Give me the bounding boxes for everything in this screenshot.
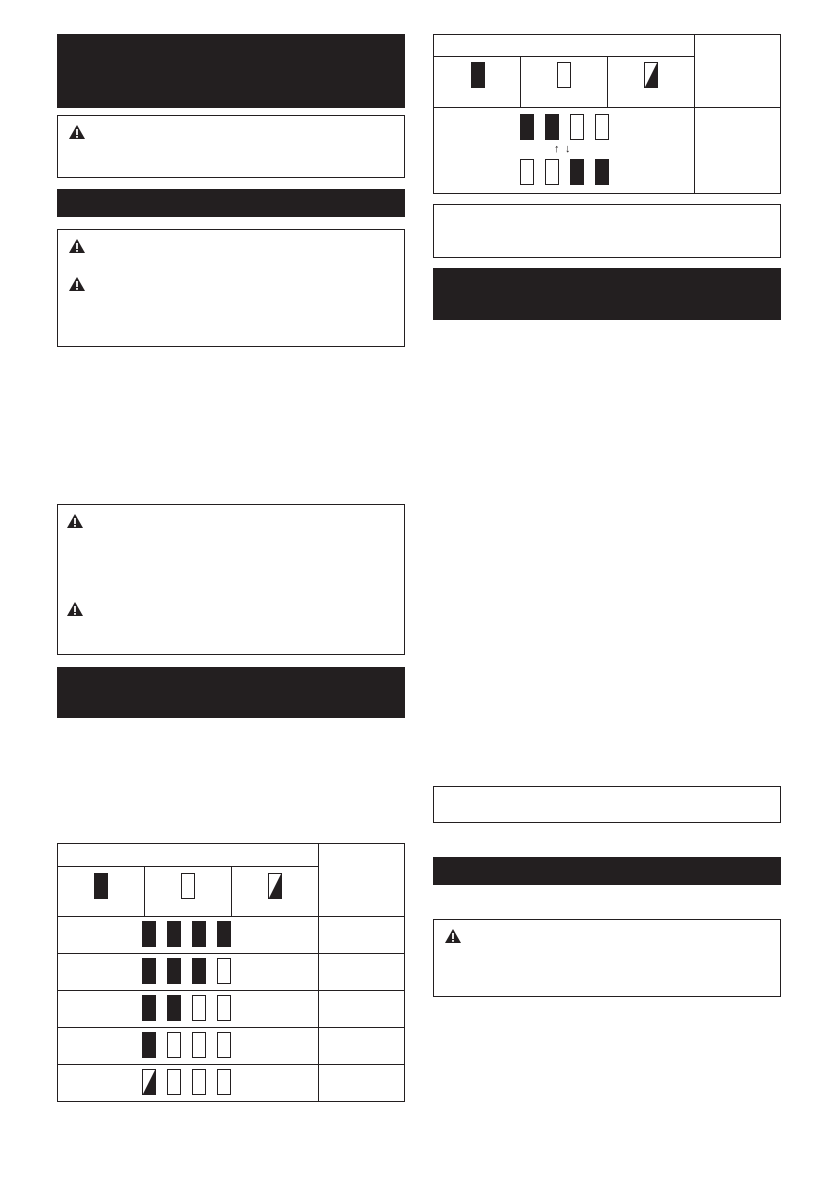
section-header-bar-5	[433, 857, 781, 885]
lamp-off-icon	[217, 1069, 231, 1095]
section-header-bar-2	[57, 189, 405, 217]
warning-triangle-icon	[68, 124, 86, 140]
lamp-off-icon	[595, 114, 609, 140]
lamp-off-icon	[217, 1032, 231, 1058]
lamp-blinking-icon	[268, 873, 282, 899]
lamp-lighted-icon	[545, 114, 559, 140]
lamp-off-icon	[167, 1069, 181, 1095]
warning-triangle-icon	[68, 276, 86, 292]
lamp-lighted-icon	[167, 921, 181, 947]
section-header-bar-4	[433, 268, 781, 320]
warning-box-3	[57, 504, 405, 655]
arrow-down-icon: ↓	[565, 143, 571, 155]
lamp-lighted-icon	[570, 159, 584, 185]
lamp-off-icon	[557, 62, 571, 88]
lamp-off-icon	[217, 995, 231, 1021]
battery-capacity-table	[57, 843, 405, 1102]
lamp-lighted-icon	[595, 159, 609, 185]
lamp-lighted-icon	[94, 873, 108, 899]
lamp-blinking-icon	[142, 1069, 156, 1095]
battery-status-table	[433, 34, 781, 194]
lamp-lighted-icon	[520, 114, 534, 140]
lamp-off-icon	[545, 159, 559, 185]
warning-triangle-icon	[68, 238, 86, 254]
lamp-lighted-icon	[192, 921, 206, 947]
lamp-off-icon	[181, 873, 195, 899]
lamp-off-icon	[217, 958, 231, 984]
lamp-lighted-icon	[471, 62, 485, 88]
lamp-off-icon	[192, 1069, 206, 1095]
warning-box-2	[57, 229, 405, 347]
warning-triangle-icon	[66, 601, 84, 617]
warning-box-1	[57, 115, 405, 178]
lamp-lighted-icon	[167, 995, 181, 1021]
note-box-1	[433, 204, 781, 258]
lamp-off-icon	[570, 114, 584, 140]
lamp-lighted-icon	[142, 921, 156, 947]
lamp-lighted-icon	[167, 958, 181, 984]
section-header-bar-3	[57, 667, 405, 718]
warning-triangle-icon	[444, 928, 462, 944]
lamp-lighted-icon	[192, 958, 206, 984]
lamp-lighted-icon	[142, 958, 156, 984]
note-box-2	[433, 786, 781, 823]
lamp-off-icon	[192, 1032, 206, 1058]
lamp-off-icon	[192, 995, 206, 1021]
warning-triangle-icon	[66, 513, 84, 529]
warning-box-4	[433, 919, 781, 997]
section-header-bar-1	[57, 34, 405, 108]
lamp-off-icon	[167, 1032, 181, 1058]
lamp-lighted-icon	[142, 995, 156, 1021]
lamp-lighted-icon	[217, 921, 231, 947]
lamp-off-icon	[520, 159, 534, 185]
lamp-lighted-icon	[142, 1032, 156, 1058]
lamp-blinking-icon	[644, 62, 658, 88]
arrow-up-icon: ↑	[554, 143, 560, 155]
